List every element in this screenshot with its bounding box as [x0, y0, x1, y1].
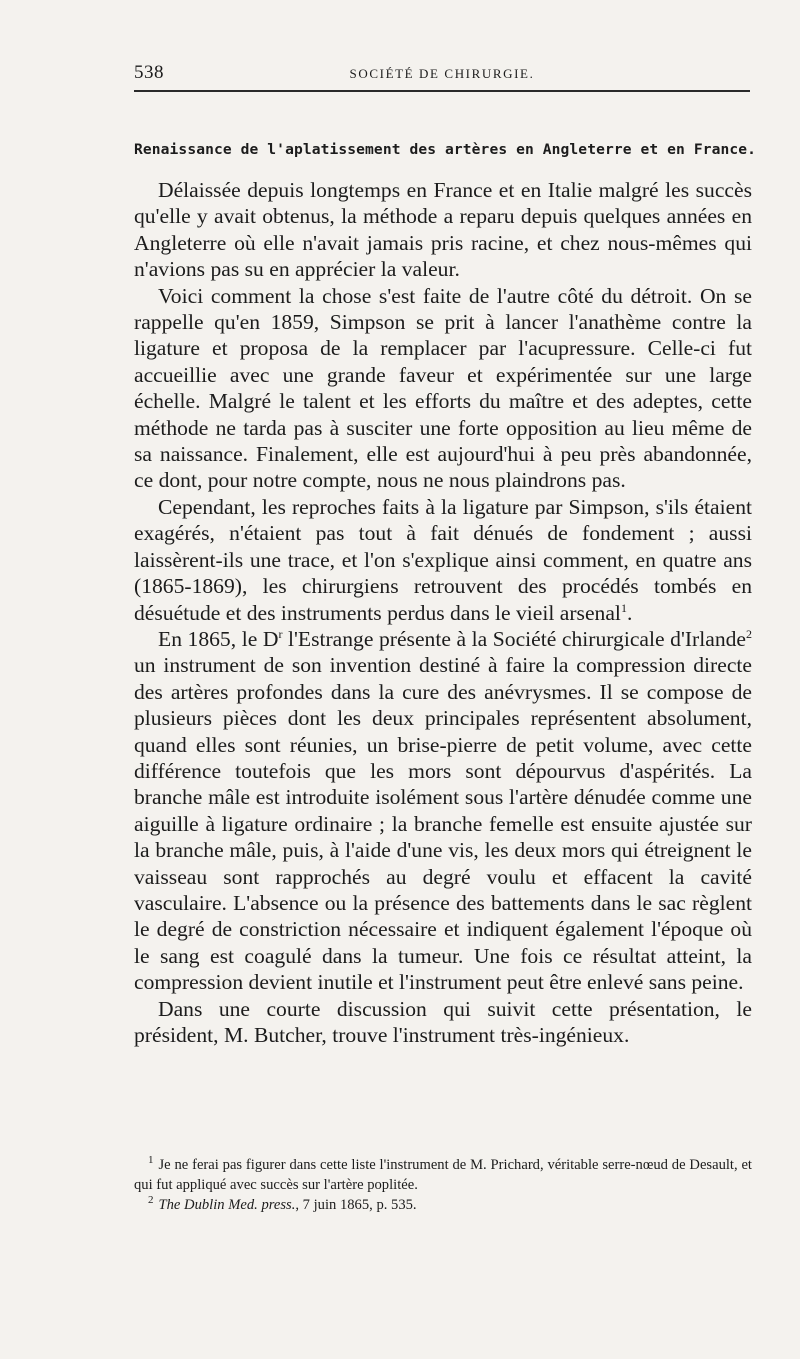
superscript: r [278, 626, 283, 641]
paragraph [134, 494, 752, 626]
paragraph-text: Dans une courte discussion qui suivit cette présentation, le président, M. Butcher, trouve l'instrument très-ingénieux. [134, 996, 752, 1047]
paragraph-text-end: un instrument de son invention destiné à faire la compression directe des artères profondes dans la cure des anévrysmes. Il se compose de plusieurs pièces dont les deux principales représentent absolument, quand elles sont réunies, un brise-pierre de petit volume, avec cette différence toutefois que les mors sont dépourvus d'aspérités. La branche mâle est introduite isolément sous l'artère dénudée comme une aiguille à ligature ordinaire ; la branche femelle est ensuite ajustée sur la branche mâle, puis, à l'aide d'une vis, les deux mors qui étreignent le vaisseau sont rapprochés au degré voulu et effacent la cavité vasculaire. L'absence ou la présence des battements dans le sac règlent le degré de constriction nécessaire et indiquent également l'époque où le sang est coagulé dans la tumeur. Une fois ce résultat atteint, la compression devient inutile et l'instrument peut être enlevé sans peine. [134, 653, 752, 995]
footnote-reference[interactable]: 2 [746, 626, 752, 641]
paragraph-text: l'Estrange présente à la Société chirurgicale d'Irlande [282, 626, 746, 651]
page-header [134, 58, 750, 92]
footnote-marker: 1 [148, 1154, 154, 1167]
footnote-text: , 7 juin 1865, p. 535. [295, 1197, 417, 1213]
running-head: SOCIÉTÉ DE CHIRURGIE. [349, 66, 535, 81]
paragraph [134, 996, 752, 1049]
paragraph-text-end: . [626, 600, 633, 625]
paragraph [134, 626, 752, 996]
footnote [134, 1155, 752, 1195]
paragraph [134, 177, 752, 283]
footnote-marker: 2 [148, 1194, 154, 1207]
paragraph-text: Voici comment la chose s'est faite de l'autre côté du détroit. On se rappelle qu'en 1859, Simpson se prit à lancer l'anathème contre la ligature et proposa de la remplacer par l'acupressure. Celle-ci fut accueillie avec une grande faveur et expérimentée sur une large échelle. Malgré le talent et les efforts du maître et des adeptes, cette méthode ne tarda pas à susciter une forte opposition au lieu même de sa naissance. Finalement, elle est aujourd'hui à peu près abandonnée, ce dont, pour notre compte, nous ne nous plaindrons pas. [134, 283, 752, 493]
paragraph-text: Délaissée depuis longtemps en France et en Italie malgré les succès qu'elle y avait obtenus, la méthode a reparu depuis quelques années en Angleterre où elle n'avait jamais pris racine, et chez nous-mêmes qui n'avions pas su en apprécier la valeur. [134, 178, 752, 282]
section-title: Renaissance de l'aplatissement des artères en Angleterre et en France. [134, 141, 757, 158]
footnote-text: Je ne ferai pas figurer dans cette liste l'instrument de M. Prichard, véritable serre-nœud de Desault, et qui fut appliqué avec succès sur l'artère poplitée. [134, 1157, 752, 1193]
paragraph [134, 283, 752, 494]
body-text [134, 177, 752, 1048]
paragraph-text: Cependant, les reproches faits à la ligature par Simpson, s'ils étaient exagérés, n'étaient pas tout à fait dénués de fondement ; aussi laissèrent-ils une trace, et l'on s'explique ainsi comment, en quatre ans (1865-1869), les chirurgiens retrouvent des procédés tombés en désuétude et des instruments perdus dans le vieil arsenal [134, 494, 752, 625]
footnotes [134, 1155, 752, 1215]
paragraph-text-start: En 1865, le D [158, 626, 279, 651]
footnote-source-title: The Dublin Med. press. [158, 1197, 296, 1213]
footnote [134, 1195, 752, 1215]
footnote-reference[interactable]: 1 [620, 600, 627, 615]
page-number: 538 [134, 62, 164, 83]
